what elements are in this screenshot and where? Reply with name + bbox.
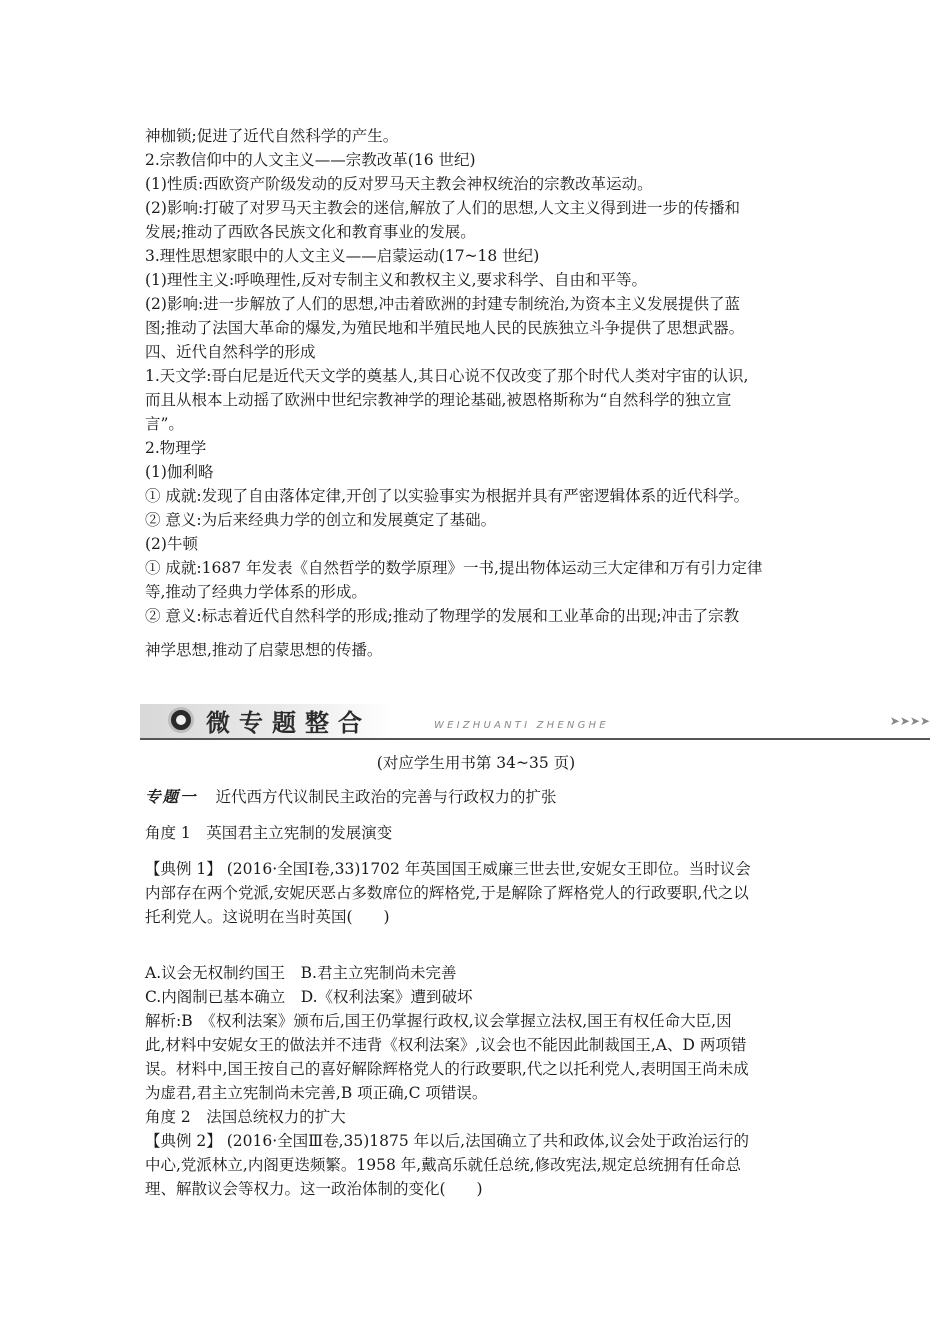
analysis xyxy=(145,1009,807,1105)
text-line: 内部存在两个党派,安妮厌恶占多数席位的辉格党,于是解除了辉格党人的行政要职,代之以 xyxy=(145,884,749,902)
text-line: 误。材料中,国王按自己的喜好解除辉格党人的行政要职,代之以托利党人,表明国王尚未成 xyxy=(145,1060,749,1078)
option-line: C.内阁制已基本确立 D.《权利法案》遭到破坏 xyxy=(145,988,473,1006)
text-line: 神枷锁;促进了近代自然科学的产生。 xyxy=(145,127,399,145)
section-heading: 2.宗教信仰中的人文主义——宗教改革(16 世纪) xyxy=(145,151,476,169)
lower-text-block xyxy=(145,751,807,1201)
text-line: 等,推动了经典力学体系的形成。 xyxy=(145,583,367,601)
topic-title: 近代西方代议制民主政治的完善与行政权力的扩张 xyxy=(215,788,557,806)
text-line: 言”。 xyxy=(145,415,184,433)
text-line: 神学思想,推动了启蒙思想的传播。 xyxy=(145,641,383,659)
text-line: 中心,党派林立,内阁更迭频繁。1958 年,戴高乐就任总统,修改宪法,规定总统拥有任命总 xyxy=(145,1156,742,1174)
text-line: 【典例 2】 (2016·全国Ⅲ卷,35)1875 年以后,法国确立了共和政体,议会处于政治运行的 xyxy=(145,1132,750,1150)
banner-title: 微专题整合 xyxy=(206,709,371,737)
banner-subtitle: WEIZHUANTI ZHENGHE xyxy=(434,720,609,731)
text-line: 此,材料中安妮女王的做法并不违背《权利法案》,议会也不能因此制裁国王,A、D 两项错 xyxy=(145,1036,747,1054)
banner-rule xyxy=(140,738,930,740)
text-line: (1)伽利略 xyxy=(145,463,214,481)
angle-heading: 角度 2 法国总统权力的扩大 xyxy=(145,1108,346,1126)
option-line: A.议会无权制约国王 B.君主立宪制尚未完善 xyxy=(145,964,457,982)
text-line: 而且从根本上动摇了欧洲中世纪宗教神学的理论基础,被恩格斯称为“自然科学的独立宣 xyxy=(145,391,732,409)
text-line: 发展;推动了西欧各民族文化和教育事业的发展。 xyxy=(145,223,476,241)
banner-circle-icon xyxy=(168,707,194,733)
text-line: 图;推动了法国大革命的爆发,为殖民地和半殖民地人民的民族独立斗争提供了思想武器。 xyxy=(145,319,745,337)
section-heading: 3.理性思想家眼中的人文主义——启蒙运动(17~18 世纪) xyxy=(145,247,540,265)
text-line: 1.天文学:哥白尼是近代天文学的奠基人,其日心说不仅改变了那个时代人类对宇宙的认识, xyxy=(145,367,749,385)
text-line: (2)牛顿 xyxy=(145,535,198,553)
text-line: (1)性质:西欧资产阶级发动的反对罗马天主教会神权统治的宗教改革运动。 xyxy=(145,175,653,193)
text-line: (1)理性主义:呼唤理性,反对专制主义和教权主义,要求科学、自由和平等。 xyxy=(145,271,648,289)
text-line: 【典例 1】 (2016·全国Ⅰ卷,33)1702 年英国国王威廉三世去世,安妮女王即位。当时议会 xyxy=(145,860,751,878)
topic-key: 专题一 xyxy=(145,788,198,806)
angle-heading: 角度 1 英国君主立宪制的发展演变 xyxy=(145,824,393,842)
text-line: (2)影响:打破了对罗马天主教会的迷信,解放了人们的思想,人文主义得到进一步的传播和 xyxy=(145,199,741,217)
section-heading: 四、近代自然科学的形成 xyxy=(145,343,316,361)
section-heading: 2.物理学 xyxy=(145,439,207,457)
example-2 xyxy=(145,1129,807,1201)
text-line: 解析:B 《权利法案》颁布后,国王仍掌握行政权,议会掌握立法权,国王有权任命大臣,因 xyxy=(145,1012,732,1030)
text-line: ② 意义:标志着近代自然科学的形成;推动了物理学的发展和工业革命的出现;冲击了宗教 xyxy=(145,607,740,625)
text-line: (2)影响:进一步解放了人们的思想,冲击着欧洲的封建专制统治,为资本主义发展提供了蓝 xyxy=(145,295,741,313)
example-1 xyxy=(145,857,807,929)
page-reference: (对应学生用书第 34~35 页) xyxy=(376,754,576,772)
text-line: 理、解散议会等权力。这一政治体制的变化( ) xyxy=(145,1180,483,1198)
text-line: ① 成就:发现了自由落体定律,开创了以实验事实为根据并具有严密逻辑体系的近代科学。 xyxy=(145,487,750,505)
text-line: 为虚君,君主立宪制尚未完善,B 项正确,C 项错误。 xyxy=(145,1084,488,1102)
text-line: ② 意义:为后来经典力学的创立和发展奠定了基础。 xyxy=(145,511,497,529)
answer-options xyxy=(145,961,807,1009)
arrows-icon: ➤➤➤➤ xyxy=(889,714,930,728)
upper-text-block xyxy=(145,124,807,662)
topic-heading xyxy=(145,785,807,809)
text-line: 托利党人。这说明在当时英国( ) xyxy=(145,908,390,926)
section-banner xyxy=(140,700,930,742)
text-line: ① 成就:1687 年发表《自然哲学的数学原理》一书,提出物体运动三大定律和万有引力定律 xyxy=(145,559,763,577)
